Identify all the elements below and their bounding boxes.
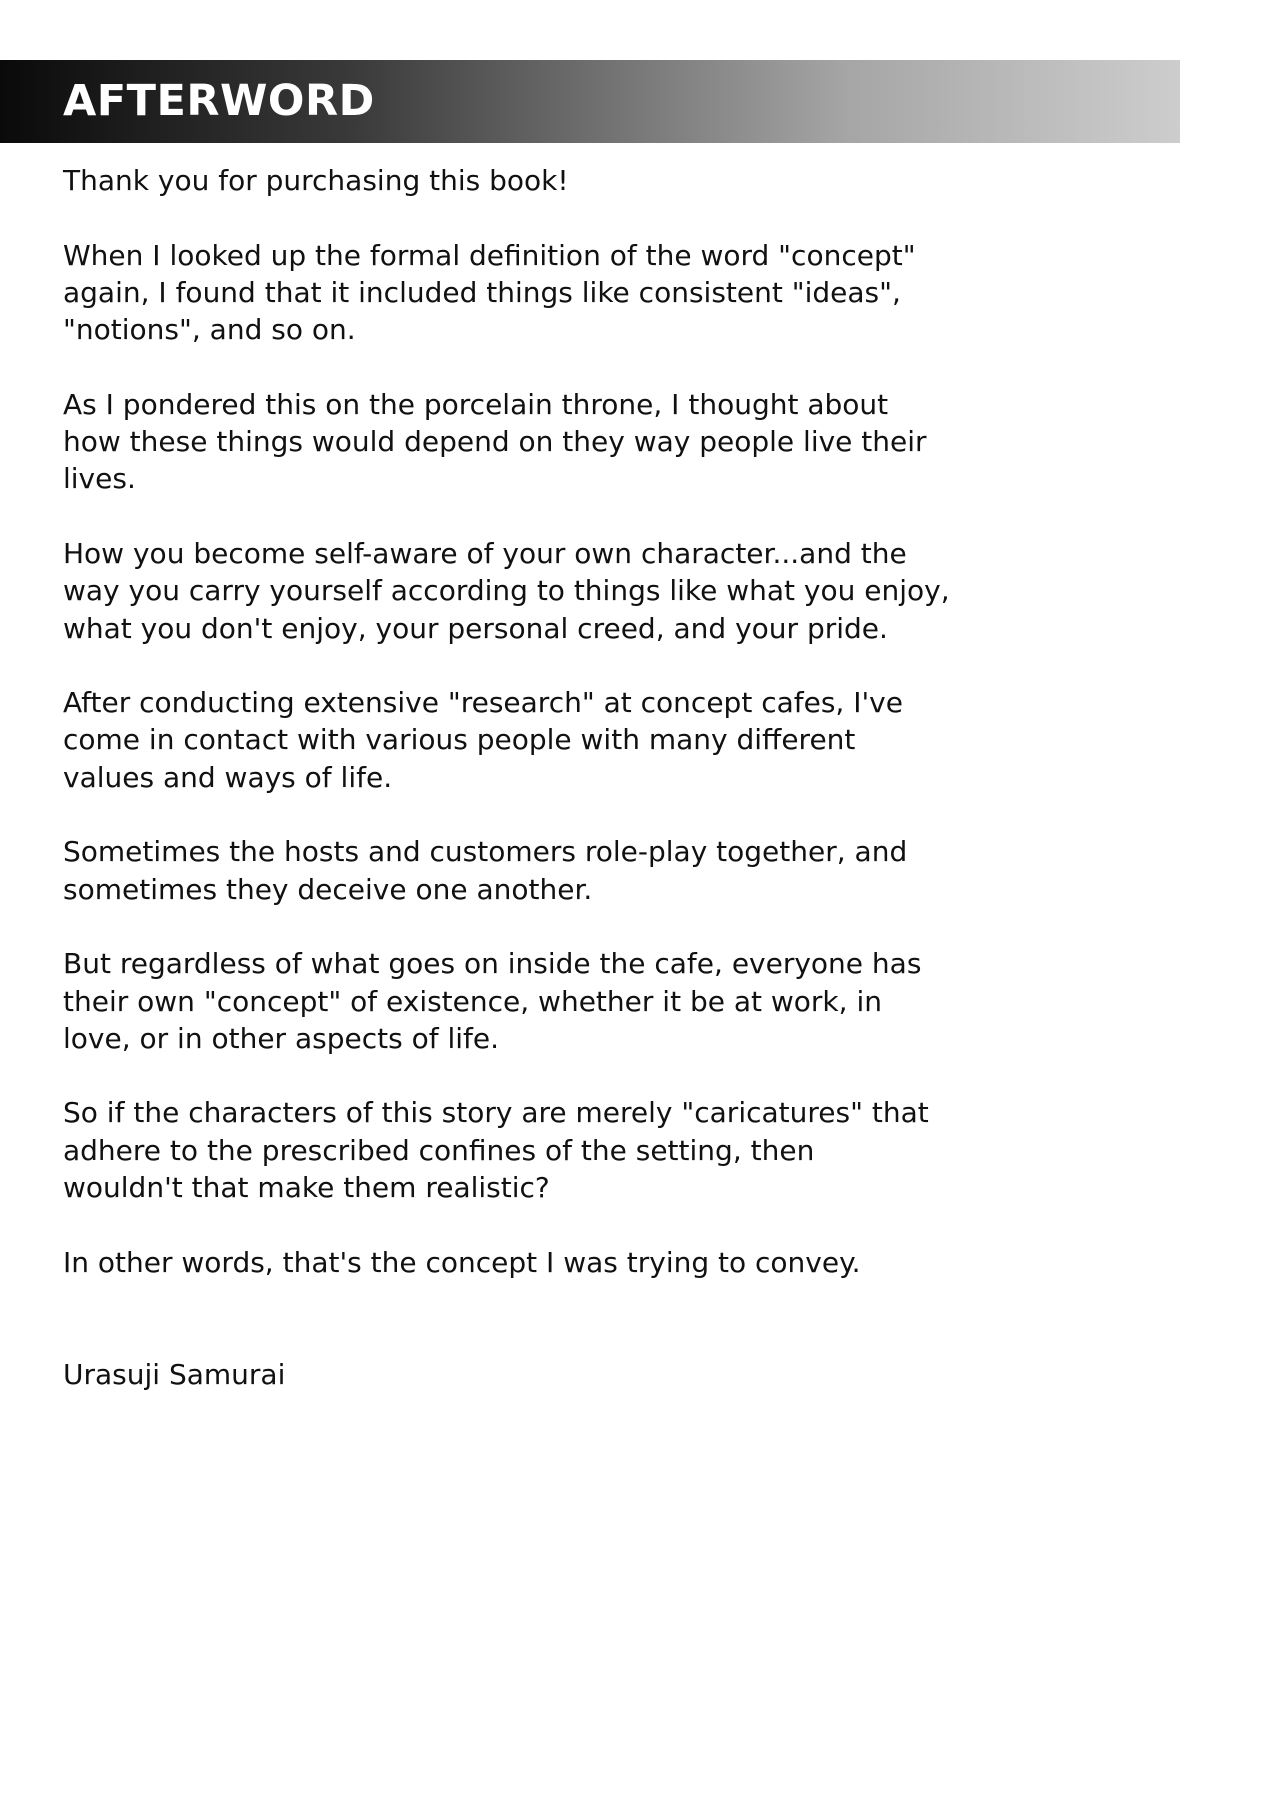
paragraph-research: After conducting extensive "research" at concept cafes, I've come in contact with various people with many different values and ways of life. [63, 686, 903, 794]
paragraph-role-play: Sometimes the hosts and customers role-play together, and sometimes they deceive one another. [63, 835, 908, 906]
paragraph-thanks: Thank you for purchasing this book! [63, 164, 569, 197]
paragraph-caricatures: So if the characters of this story are merely "caricatures" that adhere to the prescribed confines of the setting, then wouldn't that make them realistic? [63, 1096, 929, 1205]
page-title: AFTERWORD [63, 76, 375, 126]
paragraph-existence: But regardless of what goes on inside the cafe, everyone has their own "concept" of existence, whether it be at work, in love, or in other aspects of life. [63, 947, 922, 1055]
paragraph-definition: When I looked up the formal definition of the word "concept" again, I found that it included things like consistent "ideas", "notions", and so on. [63, 238, 916, 347]
afterword-body [63, 162, 1063, 1393]
paragraph-concept: In other words, that's the concept I was trying to convey. [63, 1245, 861, 1279]
afterword-header-bar [0, 60, 1180, 143]
paragraph-self-awareness: How you become self-aware of your own character...and the way you carry yourself according to things like what you enjoy, what you don't enjoy, your personal creed, and your pride. [63, 536, 950, 645]
paragraph-pondering: As I pondered this on the porcelain throne, I thought about how these things would depend on they way people live their lives. [63, 387, 927, 496]
author-signature: Urasuji Samurai [63, 1357, 286, 1391]
